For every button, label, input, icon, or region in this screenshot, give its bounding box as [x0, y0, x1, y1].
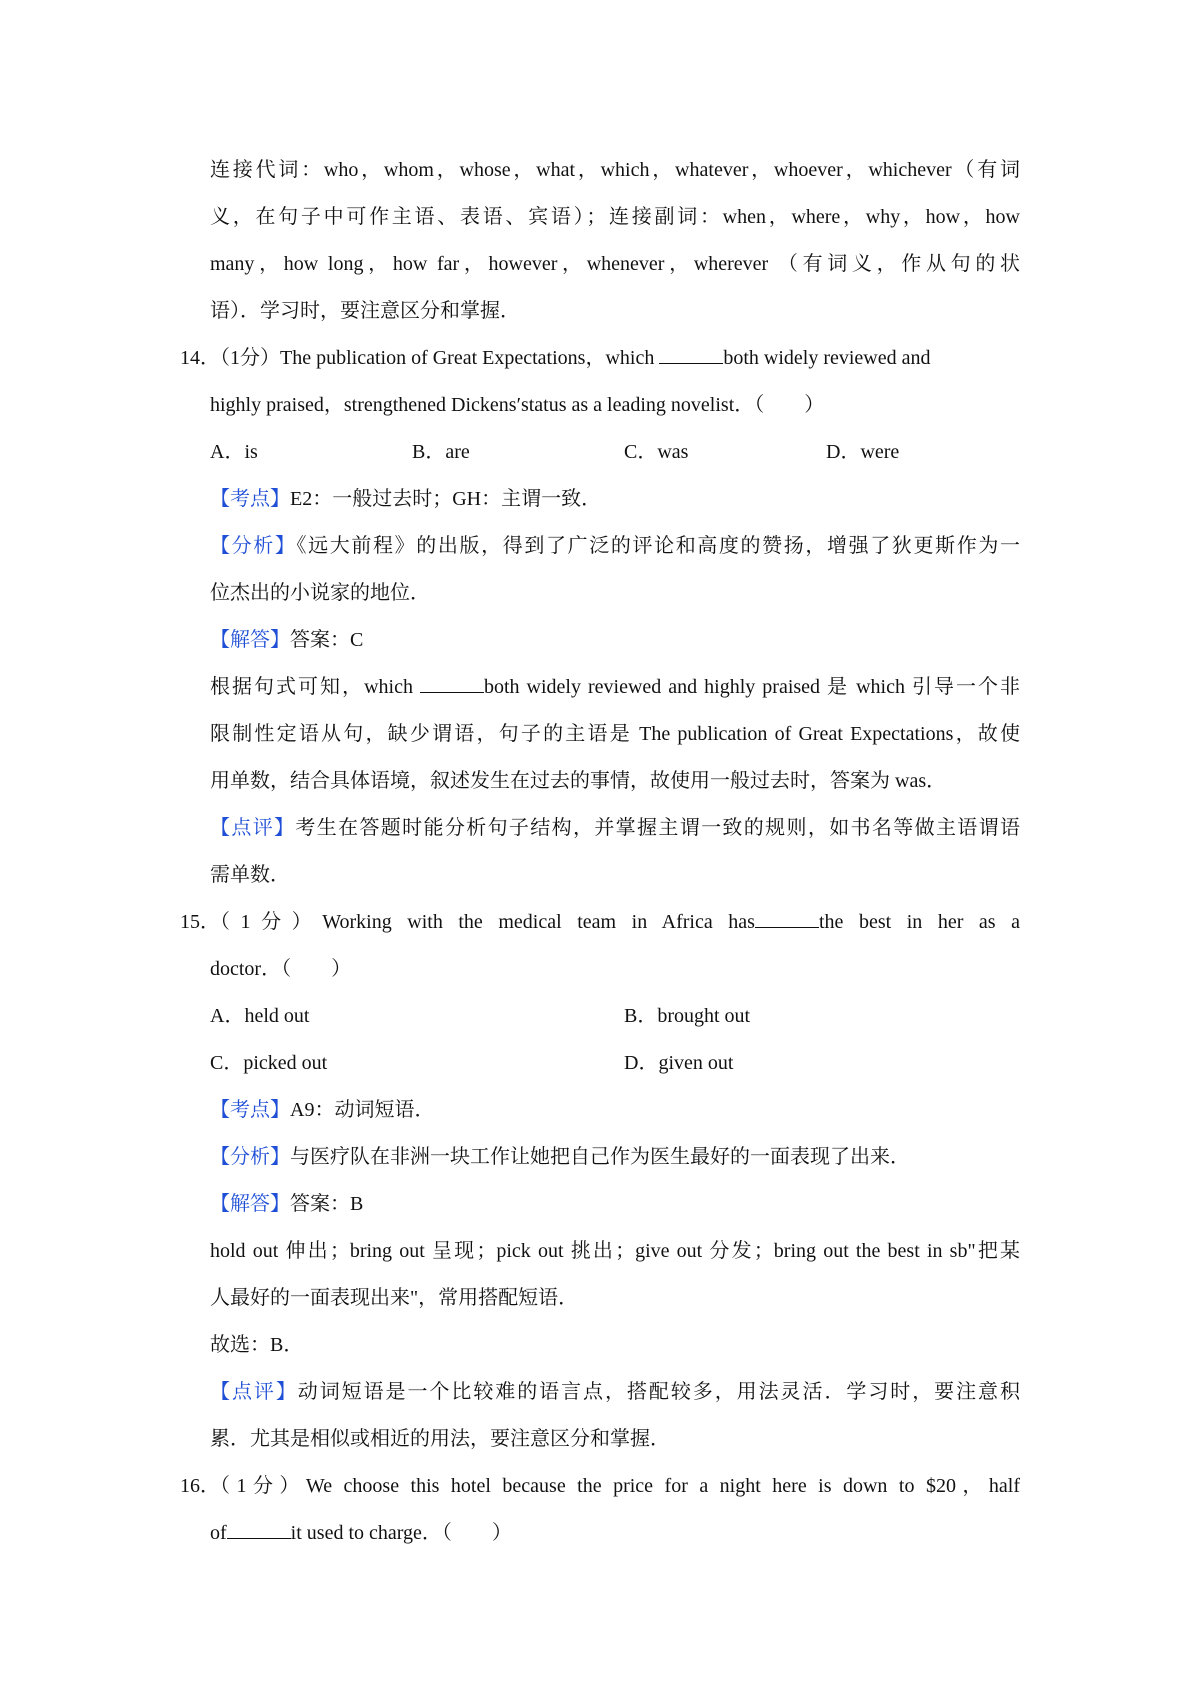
q15-stem-line-1	[210, 907, 1020, 937]
q14-fenxi-text-1: 《远大前程》的出版，得到了广泛的评论和高度的赞扬，增强了狄更斯作为一	[296, 535, 1020, 557]
q14-explanation-line-2: 限制性定语从句，缺少谓语，句子的主语是 The publication of Great Expectations，故使	[210, 723, 1020, 745]
q14-jieda	[210, 625, 1020, 655]
q14-dianping-line-1	[210, 813, 1020, 843]
q15-option-a: A．held out	[210, 1005, 310, 1027]
q14-answer-blank	[659, 345, 723, 364]
q14-explanation-blank	[420, 674, 484, 693]
q14-stem-line-1	[210, 343, 1020, 373]
q14-explanation-line-1	[210, 672, 1020, 702]
q15-stem-line-2: doctor．（ ）	[210, 958, 352, 980]
q14-jieda-tag: 【解答】	[210, 629, 290, 651]
q14-kaodian-text: E2：一般过去时；GH：主谓一致．	[290, 488, 602, 510]
q14-dianping-line-2: 需单数．	[210, 864, 290, 886]
q16-number: 16．	[180, 1475, 220, 1497]
q15-dianping-line-1	[210, 1377, 1020, 1407]
q14-fenxi-tag: 【分析】	[210, 535, 297, 557]
q16-stem-part-a: of	[210, 1522, 227, 1544]
q14-explanation-part-a: 根据句式可知，which	[210, 676, 420, 698]
q15-option-d: D．given out	[624, 1052, 734, 1074]
q14-stem-part-a: （1分）The publication of Great Expectations，which	[210, 347, 660, 369]
q16-answer-blank	[227, 1520, 291, 1539]
q16-stem-line-1: （1分）We choose this hotel because the price for a night here is down to $20，half	[210, 1475, 1020, 1497]
q15-jieda-tag: 【解答】	[210, 1193, 290, 1215]
q15-stem-part-b: the best in her as a	[818, 911, 1020, 933]
intro-line-3: many，how long，how far，however，whenever，wherever （有词义，作从句的状	[210, 253, 1020, 275]
q14-option-c: C．was	[624, 441, 689, 463]
intro-line-1: 连接代词：who，whom，whose，what，which，whatever，whoever，whichever（有词	[210, 159, 1020, 181]
intro-line-4: 语）．学习时，要注意区分和掌握．	[210, 300, 520, 322]
q15-explanation-line-1: hold out 伸出；bring out 呈现；pick out 挑出；give out 分发；bring out the best in sb"把某	[210, 1240, 1020, 1262]
q14-stem-part-b: both widely reviewed and	[723, 347, 931, 369]
q14-explanation-part-b: both widely reviewed and highly praised 是 which 引导一个非	[483, 676, 1020, 698]
q15-explanation-line-2: 人最好的一面表现出来"，常用搭配短语．	[210, 1287, 579, 1309]
q15-kaodian-text: A9：动词短语．	[290, 1099, 435, 1121]
q15-option-c: C．picked out	[210, 1052, 328, 1074]
q15-dianping-tag: 【点评】	[210, 1381, 298, 1403]
q14-option-b: B．are	[412, 441, 470, 463]
q16-stem-line-2	[210, 1518, 1020, 1548]
intro-line-2: 义，在句子中可作主语、表语、宾语）；连接副词：when，where，why，how，how	[210, 206, 1020, 228]
q14-kaodian-tag: 【考点】	[210, 488, 290, 510]
q15-kaodian	[210, 1095, 1020, 1125]
q15-fenxi-tag: 【分析】	[210, 1146, 290, 1168]
q14-dianping-tag: 【点评】	[210, 817, 296, 839]
q14-option-d: D．were	[826, 441, 900, 463]
q15-number: 15．	[180, 911, 220, 933]
q15-option-b: B．brought out	[624, 1005, 751, 1027]
q15-fenxi	[210, 1142, 1020, 1172]
q14-explanation-line-3: 用单数，结合具体语境，叙述发生在过去的事情，故使用一般过去时，答案为 was．	[210, 770, 947, 792]
q15-kaodian-tag: 【考点】	[210, 1099, 290, 1121]
q14-dianping-text-1: 考生在答题时能分析句子结构，并掌握主谓一致的规则，如书名等做主语谓语	[295, 817, 1020, 839]
q14-fenxi-line-2: 位杰出的小说家的地位．	[210, 582, 430, 604]
q14-stem-line-2: highly praised，strengthened Dickens′status as a leading novelist．（ ）	[210, 394, 825, 416]
q14-option-a: A．is	[210, 441, 258, 463]
q15-answer-blank	[755, 909, 819, 928]
q16-stem-part-b: it used to charge．（ ）	[290, 1522, 512, 1544]
q15-explanation-line-3: 故选：B．	[210, 1334, 304, 1356]
q14-number: 14．	[180, 347, 220, 369]
q15-dianping-text-1: 动词短语是一个比较难的语言点，搭配较多，用法灵活．学习时，要注意积	[297, 1381, 1020, 1403]
q15-fenxi-text: 与医疗队在非洲一块工作让她把自己作为医生最好的一面表现了出来．	[290, 1146, 910, 1168]
q15-stem-part-a: （1分）Working with the medical team in Africa has	[210, 911, 755, 933]
q14-kaodian	[210, 484, 1020, 514]
q15-dianping-line-2: 累．尤其是相似或相近的用法，要注意区分和掌握．	[210, 1428, 670, 1450]
q15-jieda-text: 答案：B	[290, 1193, 364, 1215]
q15-jieda	[210, 1189, 1020, 1219]
q14-jieda-text: 答案：C	[290, 629, 364, 651]
q14-fenxi-line-1	[210, 531, 1020, 561]
